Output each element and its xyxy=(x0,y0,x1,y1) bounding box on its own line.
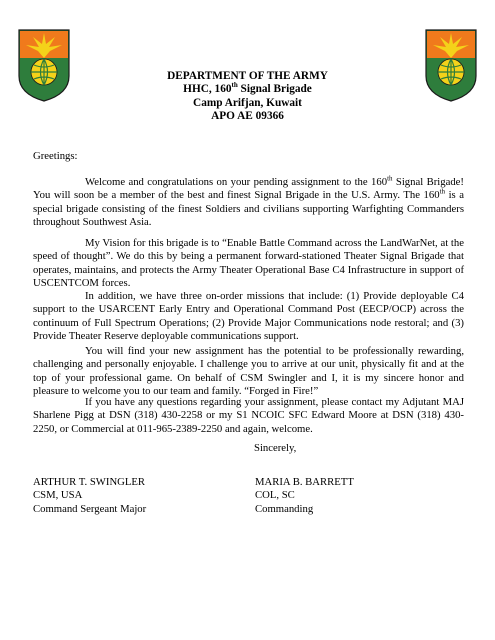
paragraph-welcome xyxy=(33,176,464,229)
paragraph-assignment-text: You will find your new assignment has the potential to be professionally rewarding, challenging and personally enjoyable. I challenge you to arrive at our unit, physically fit and at the top of your professional game. On behalf of CSM Swingler and I, it is my sincere honor and pleasure to welcome you to our team and family. “Forged in Fire!” xyxy=(33,345,464,397)
signature-right-title: Commanding xyxy=(255,502,314,515)
signature-left-title: Command Sergeant Major xyxy=(33,502,147,515)
closing: Sincerely, xyxy=(254,442,297,454)
letterhead-unit-sup: th xyxy=(231,81,238,90)
signature-right-rank: COL, SC xyxy=(255,489,295,502)
paragraph-missions xyxy=(33,290,464,343)
paragraph-welcome-sup1: th xyxy=(387,174,393,183)
paragraph-welcome-sup2: th xyxy=(439,187,446,196)
signature-left-rank: CSM, USA xyxy=(33,489,83,502)
paragraph-welcome-b: Signal Brigade! You will soon be a member of the best and finest Signal Brigade in the U.S. Army. The 160 xyxy=(33,176,464,202)
paragraph-welcome-c: is a special brigade consisting of the finest Soldiers and civilians supporting Warfighting Commanders throughout Southwest Asia. xyxy=(33,189,464,228)
greeting: Greetings: xyxy=(33,150,78,162)
letterhead-unit-post: Signal Brigade xyxy=(237,83,312,96)
letterhead-unit-pre: HHC, 160 xyxy=(183,83,232,96)
paragraph-assignment xyxy=(33,345,464,398)
letterhead-location: Camp Arifjan, Kuwait xyxy=(193,96,302,109)
paragraph-welcome-a: Welcome and congratulations on your pending assignment to the 160 xyxy=(85,176,388,188)
signature-block-right xyxy=(255,476,354,516)
signature-right-name: MARIA B. BARRETT xyxy=(255,476,354,488)
paragraph-contact-text: If you have any questions regarding your assignment, please contact my Adjutant MAJ Sharlene Pigg at DSN (318) 430-2258 or my S1 NCOIC SFC Edward Moore at DSN (318) 430-2250, or Commercial at 011-965-2389-2250 and again, welcome. xyxy=(33,396,464,435)
signature-left-name: ARTHUR T. SWINGLER xyxy=(33,476,146,488)
letterhead-apo: APO AE 09366 xyxy=(211,109,284,122)
letterhead xyxy=(0,70,495,123)
paragraph-missions-text: In addition, we have three on-order missions that include: (1) Provide deployable C4 support to the USARCENT Early Entry and Operational Command Post (EECP/OCP) across the continuum of Full Spectrum Operations; (2) Provide Major Communications node restoral; and (3) Provide Theater Reserve deployable communications support. xyxy=(33,290,464,342)
signature-block-left xyxy=(33,476,146,516)
letterhead-department: DEPARTMENT OF THE ARMY xyxy=(167,70,328,82)
paragraph-vision xyxy=(33,237,464,290)
paragraph-contact xyxy=(33,396,464,436)
paragraph-vision-text: My Vision for this brigade is to “Enable Battle Command across the LandWarNet, at the speed of thought”. We do this by being a permanent forward-stationed Theater Signal Brigade that operates, maintains, and protects the Army Theater Operational Base C4 Infrastructure in support of USCENTCOM forces. xyxy=(33,237,464,289)
letterhead-unit xyxy=(0,83,495,96)
